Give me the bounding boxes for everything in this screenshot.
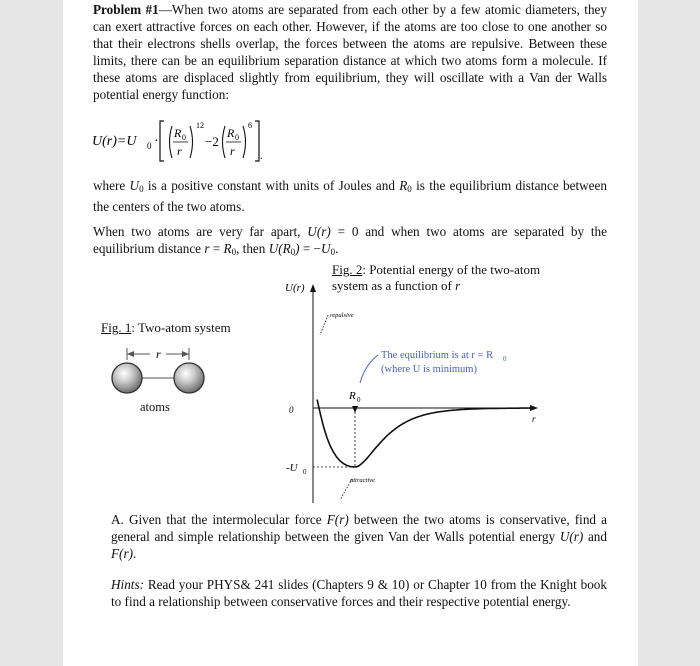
eq-lhs: U(r)=U [92,134,137,149]
eq-bracket-right [255,121,259,161]
zero-label: 0 [289,405,294,415]
where-text-3: is the equilibrium distance between the centers of the two atoms. [93,178,607,214]
neg-u0-label-sub: 0 [303,468,307,476]
far-text-4: , then [236,241,269,256]
part-a-text-1: Given that the intermolecular force [128,512,327,527]
part-a-text-2: between the two atoms is conservative, find a general and simple relationship between the given Van der Walls potential energy [111,512,607,544]
where-U0-sub: 0 [139,184,144,194]
eq-paren2-left [223,126,226,158]
r-label: r [156,347,161,361]
atom-left [112,363,142,393]
far-UR0-end: ) [295,241,300,256]
fig2-caption-line2: system as a function of [332,278,456,293]
part-a-question [111,511,607,562]
two-atom-figure [100,340,230,400]
eq-minus2: −2 [205,134,219,149]
problem-heading: Problem #1 [93,2,159,17]
potential-curve [317,400,531,467]
part-a-text-4: . [132,546,137,561]
far-UR0: U(R [268,241,291,256]
hints-label: Hints: [111,577,144,592]
eq-paren2-right [243,126,246,158]
part-a-text-3: and [583,529,607,544]
atom-right [174,363,204,393]
eq-bracket-left [160,121,164,161]
repulsive-pointer [320,315,328,335]
equilibrium-pointer [360,355,378,383]
r0-label: R [349,390,356,402]
eq-R2: R [227,126,235,140]
problem-statement [93,1,607,103]
neg-u0-label: -U [286,462,298,474]
repulsive-label: repulsive [330,312,354,319]
r0-label-sub: 0 [357,396,361,404]
equilibrium-note-line2: (where U is minimum) [381,364,477,375]
eq-period: . [260,151,263,162]
potential-equation [92,115,292,165]
part-a-Fr: F(r) [326,512,349,527]
eq-R1-sub: 0 [182,133,186,142]
y-axis-label: U(r) [285,282,305,294]
far-text-2: = 0 and when two atoms are separated by the equilibrium distance [93,224,607,256]
far-R0-sub: 0 [231,247,237,257]
part-a-Ur: U(r) [559,529,584,544]
atoms-label: atoms [140,400,170,414]
attractive-pointer [340,479,352,500]
eq-lhs-sub: 0 [147,141,152,151]
fig1-label: Fig. 1 [101,320,132,335]
hints-paragraph [111,576,607,610]
attractive-label: attractive [350,477,375,484]
where-R0-sub: 0 [407,184,412,194]
problem-text: —When two atoms are separated from each other by a few atomic diameters, they can exert attractive forces on each other. However, if the atoms are too close to one another so that their electrons shells overlap, the forces between the atoms are repulsive. Between these limits, there can be an equilibrium separation distance at which two atoms form a molecule. If these atoms are displaced slightly from equilibrium, they will oscillate with a Van der Walls potential energy function: [93,2,607,102]
where-text-2: is a positive constant with units of Joules and [143,178,400,193]
equilibrium-note-line1-sub: 0 [503,355,507,363]
far-R0: R [223,241,232,256]
where-U0: U [129,178,140,193]
equilibrium-note-line1: The equilibrium is at r = R [381,350,494,361]
potential-energy-chart [270,275,570,510]
far-U0: U [321,241,331,256]
hints-text: Read your PHYS& 241 slides (Chapters 9 & 10) or Chapter 10 from the Knight book to find a relationship between conservative forces and their respective potential energy. [111,577,607,609]
fig2-caption-var: r [455,278,461,293]
far-text-1: When two atoms are very far apart, [93,224,308,239]
fig1-caption [101,320,231,336]
eq-exp2: 6 [248,121,252,130]
eq-R1: R [174,126,182,140]
fig2-caption-line1: : Potential energy of the two-atom [362,262,541,277]
r0-tick-marker [352,406,358,413]
far-text-6: . [335,241,339,256]
eq-paren1-right [190,126,193,158]
definitions-paragraph [93,177,607,215]
far-text-5: = − [299,241,322,256]
fig1-caption-text: : Two-atom system [131,320,231,335]
r-arrowhead-right [182,351,189,357]
x-axis-label: r [532,414,536,424]
far-UR0-sub: 0 [290,247,296,257]
limits-paragraph [93,223,607,261]
far-text-3: = [209,241,224,256]
far-r: r [204,241,210,256]
part-a-letter: A. [111,512,129,527]
y-axis-arrow [310,284,316,292]
eq-R2-sub: 0 [235,133,239,142]
part-a-Fr-2: F(r) [111,546,133,561]
fig2-label: Fig. 2 [332,262,363,277]
eq-paren1-left [170,126,173,158]
eq-r2: r [230,144,235,158]
far-Ur: U(r) [307,224,331,239]
far-U0-sub: 0 [330,247,336,257]
eq-dot: · [154,134,159,149]
where-R0: R [399,178,408,193]
eq-r1: r [177,144,182,158]
eq-exp1: 12 [196,121,204,130]
where-text-1: where [93,178,130,193]
r-arrowhead-left [127,351,134,357]
